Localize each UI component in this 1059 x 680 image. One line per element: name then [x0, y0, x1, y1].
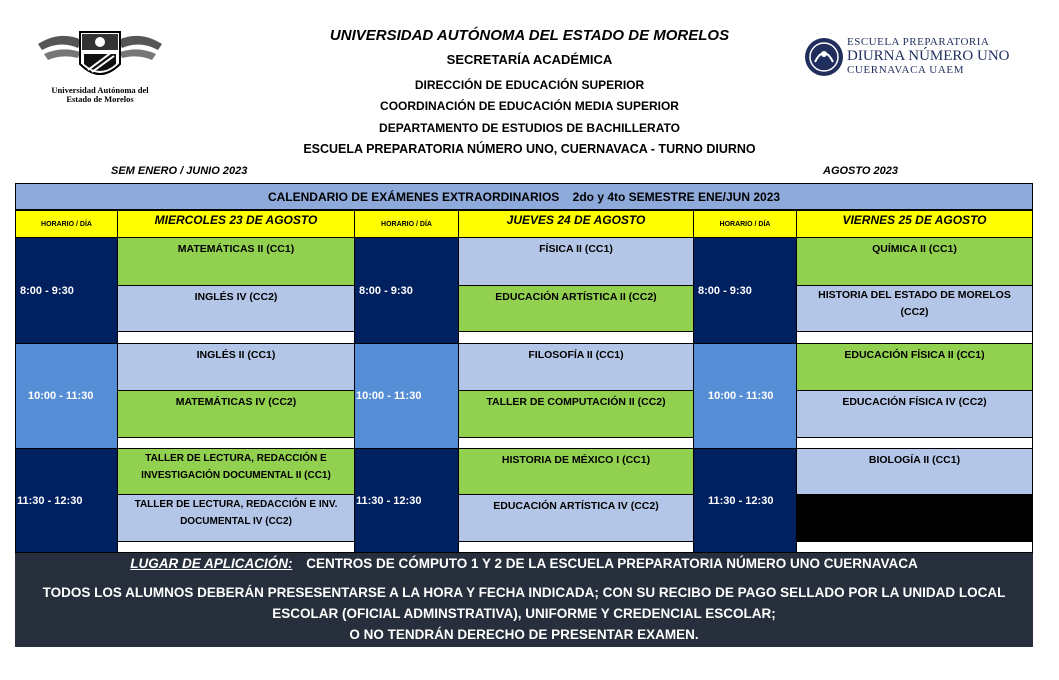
departamento-title: DEPARTAMENTO DE ESTUDIOS DE BACHILLERATO: [379, 121, 680, 135]
exam-viernes-1b-line2: (CC2): [900, 306, 929, 318]
horario-header-1: HORARIO / DÍA: [15, 210, 118, 238]
exam-jueves-1b: EDUCACIÓN ARTÍSTICA II (CC2): [458, 285, 694, 332]
time-slot-2-viernes: 10:00 - 11:30: [693, 343, 797, 449]
instructions-footer: [15, 553, 1033, 647]
location-line: [15, 556, 1033, 571]
exam-viernes-1b-line1: HISTORIA DEL ESTADO DE MORELOS: [818, 289, 1011, 301]
spacer-row: [458, 541, 694, 553]
day-header-jueves: JUEVES 24 DE AGOSTO: [458, 210, 694, 238]
exam-miercoles-2b: MATEMÁTICAS IV (CC2): [117, 390, 355, 438]
exam-miercoles-3b: [117, 494, 355, 542]
instructions-line-1: TODOS LOS ALUMNOS DEBERÁN PRESESENTARSE A LA HORA Y FECHA INDICADA; CON SU RECIBO DE PAGO SELLADO POR LA UNIDAD LOCAL: [42, 585, 1006, 600]
location-value: CENTROS DE CÓMPUTO 1 Y 2 DE LA ESCUELA PREPARATORIA NÚMERO UNO CUERNAVACA: [306, 556, 918, 571]
exam-viernes-2b: EDUCACIÓN FÍSICA IV (CC2): [796, 390, 1033, 438]
spacer-row: [117, 541, 355, 553]
exam-jueves-1a: FÍSICA II (CC1): [458, 237, 694, 286]
exam-miercoles-3b-line1: TALLER DE LECTURA, REDACCIÓN E INV.: [134, 499, 338, 510]
logo-right-line-3: CUERNAVACA UAEM: [847, 64, 965, 76]
exam-viernes-2a: EDUCACIÓN FÍSICA II (CC1): [796, 343, 1033, 391]
exam-miercoles-3a-line2: INVESTIGACIÓN DOCUMENTAL II (CC1): [141, 470, 331, 481]
calendar-title: CALENDARIO DE EXÁMENES EXTRAORDINARIOS 2do y 4to SEMESTRE ENE/JUN 2023: [15, 183, 1033, 210]
exam-miercoles-1b: INGLÉS IV (CC2): [117, 285, 355, 332]
day-header-viernes: VIERNES 25 DE AGOSTO: [796, 210, 1033, 238]
time-slot-1-viernes: 8:00 - 9:30: [693, 237, 797, 344]
secretaria-title: SECRETARÍA ACADÉMICA: [446, 52, 613, 67]
exam-jueves-2b: TALLER DE COMPUTACIÓN II (CC2): [458, 390, 694, 438]
time-slot-1-jueves: 8:00 - 9:30: [354, 237, 459, 344]
spacer-row: [796, 541, 1033, 553]
empty-slot: [796, 494, 1033, 542]
instructions-line-3: O NO TENDRÁN DERECHO DE PRESENTAR EXAMEN.: [349, 627, 699, 642]
exam-miercoles-2a: INGLÉS II (CC1): [117, 343, 355, 391]
exam-viernes-1b: [796, 285, 1033, 332]
logo-left-caption-1: Universidad Autónoma del: [51, 85, 149, 95]
time-slot-2-miercoles: 10:00 - 11:30: [15, 343, 118, 449]
exam-miercoles-3a: [117, 448, 355, 495]
month-label: AGOSTO 2023: [823, 165, 898, 177]
location-label: LUGAR DE APLICACIÓN:: [130, 556, 293, 571]
time-slot-1-miercoles: 8:00 - 9:30: [15, 237, 118, 344]
exam-jueves-2a: FILOSOFÍA II (CC1): [458, 343, 694, 391]
escuela-title: ESCUELA PREPARATORIA NÚMERO UNO, CUERNAVACA - TURNO DIURNO: [303, 142, 756, 156]
exam-viernes-3a: BIOLOGÍA II (CC1): [796, 448, 1033, 495]
university-title: UNIVERSIDAD AUTÓNOMA DEL ESTADO DE MORELOS: [329, 27, 730, 44]
instructions-line-2: ESCOLAR (OFICIAL ADMINSTRATIVA), UNIFORME Y CREDENCIAL ESCOLAR;: [272, 606, 776, 621]
time-slot-3-miercoles: 11:30 - 12:30: [15, 448, 118, 553]
exam-miercoles-1a: MATEMÁTICAS II (CC1): [117, 237, 355, 286]
time-slot-2-jueves: 10:00 - 11:30: [354, 343, 459, 449]
direccion-title: DIRECCIÓN DE EDUCACIÓN SUPERIOR: [414, 78, 645, 92]
time-slot-3-viernes: 11:30 - 12:30: [693, 448, 797, 553]
logo-left-caption-2: Estado de Morelos: [66, 94, 134, 104]
exam-jueves-3a: HISTORIA DE MÉXICO I (CC1): [458, 448, 694, 495]
semester-label: SEM ENERO / JUNIO 2023: [111, 165, 248, 177]
exam-jueves-3b: EDUCACIÓN ARTÍSTICA IV (CC2): [458, 494, 694, 542]
horario-header-3: HORARIO / DÍA: [693, 210, 797, 238]
horario-header-2: HORARIO / DÍA: [354, 210, 459, 238]
exam-viernes-1a: QUÍMICA II (CC1): [796, 237, 1033, 286]
exam-miercoles-3a-line1: TALLER DE LECTURA, REDACCIÓN E: [145, 453, 327, 464]
exam-miercoles-3b-line2: DOCUMENTAL IV (CC2): [180, 516, 292, 527]
coordinacion-title: COORDINACIÓN DE EDUCACIÓN MEDIA SUPERIOR: [380, 99, 679, 113]
time-slot-3-jueves: 11:30 - 12:30: [354, 448, 459, 553]
logo-right-line-2: DIURNA NÚMERO UNO: [847, 48, 1010, 64]
logo-right-line-1: ESCUELA PREPARATORIA: [847, 36, 990, 48]
day-header-miercoles: MIERCOLES 23 DE AGOSTO: [117, 210, 355, 238]
